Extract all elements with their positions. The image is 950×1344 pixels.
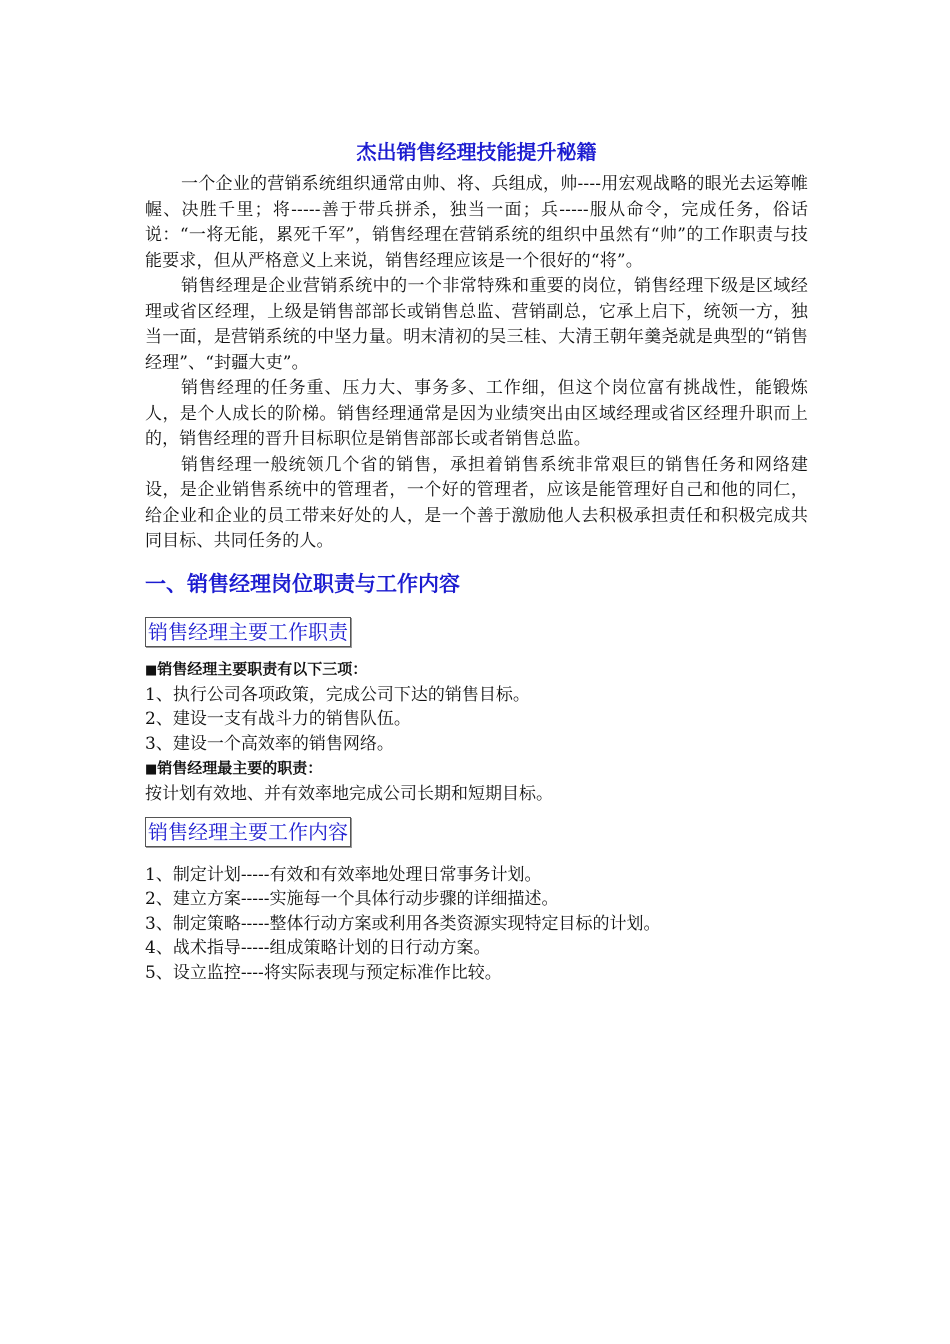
- intro-paragraph-3: 销售经理的任务重、压力大、事务多、工作细，但这个岗位富有挑战性，能锻炼人，是个人成长的阶梯。销售经理通常是因为业绩突出由区域经理或省区经理升职而上的，销售经理的晋升目标职位是销售部部长或者销售总监。: [145, 378, 808, 449]
- duty-item-1: 1、执行公司各项政策，完成公司下达的销售目标。: [145, 684, 530, 705]
- work-item-2: 2、建立方案-----实施每一个具体行动步骤的详细描述。: [145, 889, 559, 909]
- duties-block: [145, 617, 808, 807]
- duty-item-2: 2、建设一支有战斗力的销售队伍。: [145, 709, 411, 729]
- intro-paragraph-1: 一个企业的营销系统组织通常由帅、将、兵组成，帅----用宏观战略的眼光去运筹帷幄、决胜千里；将-----善于带兵拼杀，独当一面；兵-----服从命令，完成任务，俗话说：“一将无能，累死千军”，销售经理在营销系统的组织中虽然有“帅”的工作职责与技能要求，但从严格意义上来说，销售经理应该是一个很好的“将”。: [145, 174, 808, 271]
- duty-item-3: 3、建设一个高效率的销售网络。: [145, 733, 394, 754]
- section-heading-1: 一、销售经理岗位职责与工作内容: [145, 571, 460, 596]
- intro-section: [145, 172, 808, 555]
- duties-label-2: [145, 756, 808, 782]
- bullet-square-icon: ■: [145, 662, 158, 678]
- duties-label-1-text: 销售经理主要职责有以下三项：: [157, 659, 368, 678]
- bullet-square-icon: ■: [145, 762, 158, 777]
- work-content-block: [145, 817, 808, 986]
- work-item-5: 5、设立监控----将实际表现与预定标准作比较。: [145, 962, 502, 983]
- work-content-heading: 销售经理主要工作内容: [145, 817, 351, 847]
- work-item-4: 4、战术指导-----组成策略计划的日行动方案。: [145, 938, 491, 958]
- intro-paragraph-2: 销售经理是企业营销系统中的一个非常特殊和重要的岗位，销售经理下级是区域经理或省区经理，上级是销售部部长或销售总监、营销副总，它承上启下，统领一方，独当一面，是营销系统的中坚力量。明末清初的吴三桂、大清王朝年羹尧就是典型的“销售经理”、“封疆大吏”。: [145, 276, 808, 373]
- intro-paragraph-4: 销售经理一般统领几个省的销售，承担着销售系统非常艰巨的销售任务和网络建设，是企业销售系统中的管理者，一个好的管理者，应该是能管理好自己和他的同仁，给企业和企业的员工带来好处的人，是一个善于激励他人去积极承担责任和积极完成共同目标、共同任务的人。: [145, 454, 808, 551]
- work-item-3: 3、制定策略-----整体行动方案或利用各类资源实现特定目标的计划。: [145, 913, 661, 934]
- duties-heading: 销售经理主要工作职责: [145, 617, 351, 647]
- work-item-1: 1、制定计划-----有效和有效率地处理日常事务计划。: [145, 864, 542, 885]
- main-duty-text: 按计划有效地、并有效率地完成公司长期和短期目标。: [145, 784, 553, 804]
- document-title: 杰出销售经理技能提升秘籍: [356, 140, 597, 164]
- duties-label-1: [145, 657, 808, 683]
- duties-label-2-text: 销售经理最主要的职责：: [157, 759, 323, 777]
- document-page: [145, 134, 808, 985]
